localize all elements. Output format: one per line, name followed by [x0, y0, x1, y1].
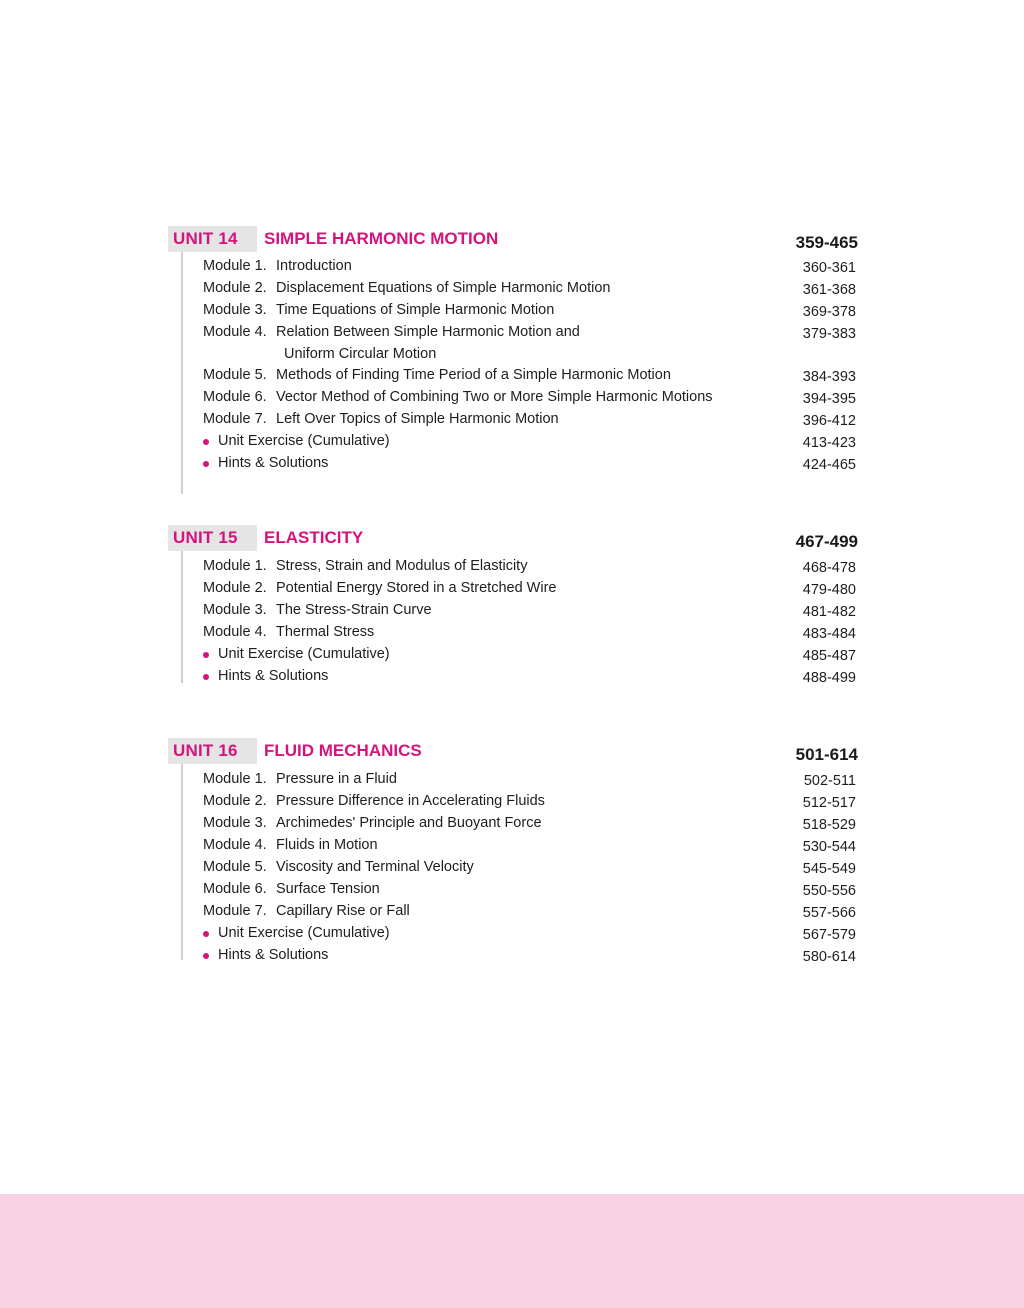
unit-header — [168, 226, 868, 252]
module-pages: 518-529 — [802, 817, 856, 833]
module-title: Displacement Equations of Simple Harmonic Motion — [276, 280, 611, 296]
module-label: Module 3. — [203, 602, 267, 618]
module-title-line: Relation Between Simple Harmonic Motion and — [276, 324, 580, 340]
module-row[interactable] — [0, 255, 1024, 277]
unit-page-range: 467-499 — [795, 532, 858, 551]
unit-header — [168, 738, 868, 764]
module-label: Module 3. — [203, 815, 267, 831]
module-label: Module 6. — [203, 881, 267, 897]
unit-badge: UNIT 14 — [168, 226, 257, 252]
module-pages: 361-368 — [802, 282, 856, 298]
unit-badge: UNIT 16 — [168, 738, 257, 764]
module-row[interactable] — [0, 900, 1024, 922]
module-title: Time Equations of Simple Harmonic Motion — [276, 302, 555, 318]
module-title: Viscosity and Terminal Velocity — [276, 859, 474, 875]
module-pages: 550-556 — [802, 883, 856, 899]
module-row[interactable] — [0, 299, 1024, 321]
module-label: Module 2. — [203, 580, 267, 596]
module-pages: 360-361 — [802, 260, 856, 276]
module-title: Methods of Finding Time Period of a Simple Harmonic Motion — [276, 367, 671, 383]
module-pages: 379-383 — [802, 326, 856, 342]
unit-page-range: 359-465 — [795, 233, 858, 252]
solutions-pages: 580-614 — [802, 949, 856, 965]
solutions-title: Hints & Solutions — [218, 947, 329, 963]
module-row[interactable] — [0, 277, 1024, 299]
module-row[interactable] — [0, 856, 1024, 878]
solutions-pages: 488-499 — [802, 670, 856, 686]
module-pages: 545-549 — [802, 861, 856, 877]
bullet-icon — [203, 953, 209, 959]
bullet-icon — [203, 674, 209, 680]
module-row[interactable] — [0, 364, 1024, 386]
unit-title: SIMPLE HARMONIC MOTION — [264, 229, 499, 248]
exercise-title: Unit Exercise (Cumulative) — [218, 646, 390, 662]
module-label: Module 4. — [203, 324, 267, 340]
module-row[interactable] — [0, 621, 1024, 643]
module-label: Module 6. — [203, 389, 267, 405]
module-title: Vector Method of Combining Two or More Simple Harmonic Motions — [276, 389, 713, 405]
module-row[interactable] — [0, 408, 1024, 430]
module-row[interactable] — [0, 577, 1024, 599]
solutions-title: Hints & Solutions — [218, 455, 329, 471]
module-title: Fluids in Motion — [276, 837, 378, 853]
exercise-pages: 485-487 — [802, 648, 856, 664]
module-pages: 369-378 — [802, 304, 856, 320]
module-row[interactable] — [0, 790, 1024, 812]
module-pages: 396-412 — [802, 413, 856, 429]
module-row[interactable] — [0, 812, 1024, 834]
exercise-row[interactable] — [0, 643, 1024, 665]
exercise-pages: 567-579 — [802, 927, 856, 943]
module-title: Capillary Rise or Fall — [276, 903, 410, 919]
exercise-title: Unit Exercise (Cumulative) — [218, 433, 390, 449]
footer-band — [0, 1194, 1024, 1308]
module-label: Module 2. — [203, 793, 267, 809]
exercise-row[interactable] — [0, 922, 1024, 944]
exercise-title: Unit Exercise (Cumulative) — [218, 925, 390, 941]
module-pages: 557-566 — [802, 905, 856, 921]
module-label: Module 1. — [203, 258, 267, 274]
module-title: Archimedes' Principle and Buoyant Force — [276, 815, 542, 831]
module-title: Left Over Topics of Simple Harmonic Motion — [276, 411, 559, 427]
module-title: The Stress-Strain Curve — [276, 602, 432, 618]
solutions-title: Hints & Solutions — [218, 668, 329, 684]
module-label: Module 1. — [203, 771, 267, 787]
bullet-icon — [203, 652, 209, 658]
module-row[interactable] — [0, 555, 1024, 577]
module-label: Module 4. — [203, 624, 267, 640]
bullet-icon — [203, 439, 209, 445]
module-label: Module 7. — [203, 903, 267, 919]
unit-header — [168, 525, 868, 551]
exercise-pages: 413-423 — [802, 435, 856, 451]
module-row[interactable] — [0, 386, 1024, 408]
unit-title: FLUID MECHANICS — [264, 741, 422, 760]
module-row[interactable] — [0, 321, 1024, 365]
module-title — [276, 321, 580, 365]
module-pages: 502-511 — [803, 773, 856, 789]
solutions-row[interactable] — [0, 452, 1024, 474]
module-pages: 483-484 — [802, 626, 856, 642]
module-row[interactable] — [0, 768, 1024, 790]
solutions-row[interactable] — [0, 665, 1024, 687]
module-row[interactable] — [0, 834, 1024, 856]
module-row[interactable] — [0, 599, 1024, 621]
module-title: Introduction — [276, 258, 352, 274]
module-title: Potential Energy Stored in a Stretched Wire — [276, 580, 557, 596]
exercise-row[interactable] — [0, 430, 1024, 452]
module-title: Pressure Difference in Accelerating Fluids — [276, 793, 545, 809]
module-label: Module 3. — [203, 302, 267, 318]
unit-badge: UNIT 15 — [168, 525, 257, 551]
module-pages: 384-393 — [802, 369, 856, 385]
module-label: Module 4. — [203, 837, 267, 853]
module-title: Thermal Stress — [276, 624, 375, 640]
module-title: Stress, Strain and Modulus of Elasticity — [276, 558, 528, 574]
module-pages: 481-482 — [802, 604, 856, 620]
module-pages: 479-480 — [802, 582, 856, 598]
module-label: Module 7. — [203, 411, 267, 427]
module-label: Module 1. — [203, 558, 267, 574]
module-title-continuation: Uniform Circular Motion — [284, 346, 437, 362]
module-label: Module 5. — [203, 859, 267, 875]
unit-page-range: 501-614 — [795, 745, 858, 764]
module-row[interactable] — [0, 878, 1024, 900]
bullet-icon — [203, 931, 209, 937]
unit-title: ELASTICITY — [264, 528, 364, 547]
module-pages: 530-544 — [802, 839, 856, 855]
module-pages: 394-395 — [802, 391, 856, 407]
solutions-pages: 424-465 — [802, 457, 856, 473]
module-label: Module 2. — [203, 280, 267, 296]
module-pages: 468-478 — [802, 560, 856, 576]
bullet-icon — [203, 461, 209, 467]
module-title: Pressure in a Fluid — [276, 771, 397, 787]
solutions-row[interactable] — [0, 944, 1024, 966]
module-pages: 512-517 — [802, 795, 856, 811]
module-title: Surface Tension — [276, 881, 380, 897]
module-label: Module 5. — [203, 367, 267, 383]
